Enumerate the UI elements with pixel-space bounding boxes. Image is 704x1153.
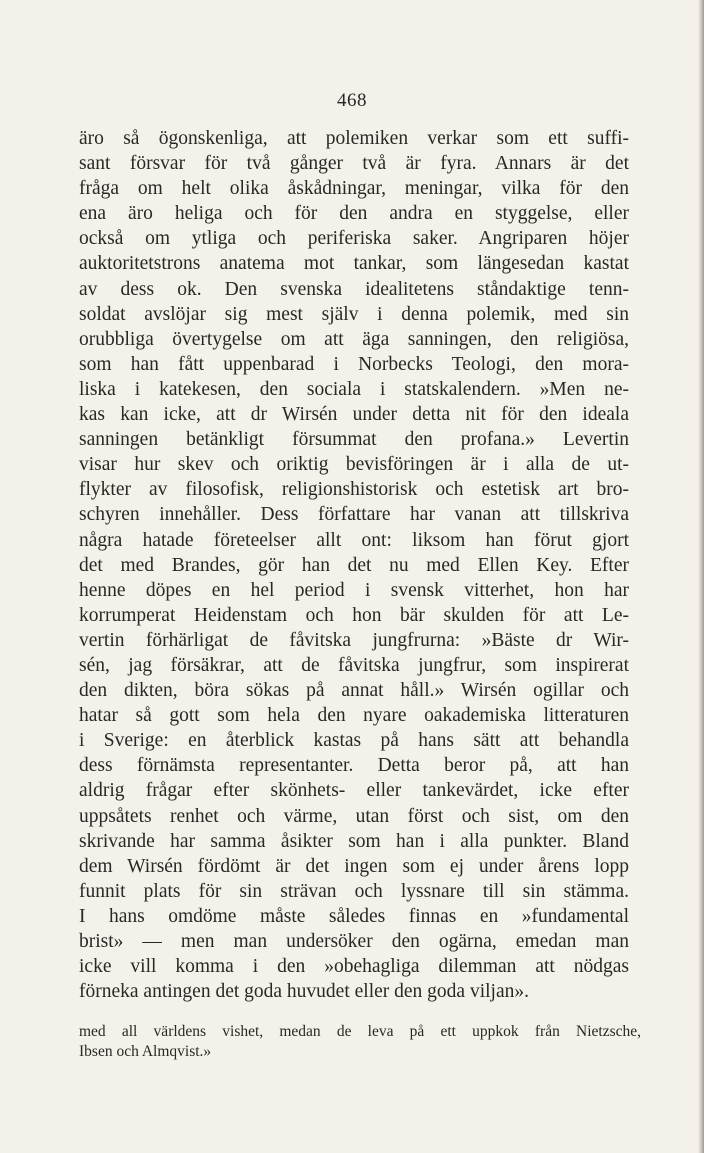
body-line: soldat avslöjar sig mest själv i denna polemik, med sin	[79, 303, 629, 325]
body-line: vertin förhärligat de fåvitska jungfrurna: »Bäste dr Wir-	[79, 629, 629, 651]
body-line: brist» — men man undersöker den ogärna, emedan man	[79, 931, 629, 952]
body-line: i Sverige: en återblick kastas på hans sätt att behandla	[79, 730, 629, 752]
footnote-line: med all världens vishet, medan de leva på ett uppkok från Nietzsche,	[79, 1023, 641, 1040]
body-line: I hans omdöme måste således finnas en »fundamental	[79, 905, 629, 927]
body-line: sant försvar för två gånger två är fyra. Annars är det	[79, 153, 629, 175]
body-line: aldrig frågar efter skönhets- eller tankevärdet, icke efter	[79, 780, 629, 802]
body-line: av dess ok. Den svenska idealitetens ståndaktige tenn-	[79, 278, 629, 300]
body-line: visar hur skev och oriktig bevisföringen är i alla de ut-	[79, 454, 629, 476]
body-line: liska i katekesen, den sociala i statskalendern. »Men ne-	[79, 378, 629, 400]
body-line: ena äro heliga och för den andra en styggelse, eller	[79, 203, 629, 225]
body-line: kas kan icke, att dr Wirsén under detta nit för den ideala	[79, 404, 629, 426]
page-edge-shadow	[698, 0, 704, 1153]
body-line: henne döpes en hel period i svensk vitterhet, hon har	[79, 579, 629, 601]
body-line: orubbliga övertygelse om att äga sanningen, den religiösa,	[79, 328, 629, 350]
body-line: den dikten, böra sökas på annat håll.» Wirsén ogillar och	[79, 680, 629, 702]
body-line: sanningen betänkligt försummat den profana.» Levertin	[79, 429, 629, 451]
body-line: icke vill komma i den »obehagliga dilemman att nödgas	[79, 956, 629, 978]
body-line: dem Wirsén fördömt är det ingen som ej under årens lopp	[79, 855, 629, 877]
body-line: fråga om helt olika åskådningar, meningar, vilka för den	[79, 178, 629, 200]
page-number: 468	[337, 90, 367, 111]
body-line: flykter av filosofisk, religionshistorisk och estetisk art bro-	[79, 479, 629, 501]
body-line: också om ytliga och periferiska saker. Angriparen höjer	[79, 228, 629, 250]
body-line: skrivande har samma åsikter som han i alla punkter. Bland	[79, 830, 629, 852]
body-line: förneka antingen det goda huvudet eller den goda viljan».	[79, 981, 529, 1003]
body-line: det med Brandes, gör han det nu med Ellen Key. Efter	[79, 554, 629, 576]
body-line: hatar så gott som hela den nyare oakademiska litteraturen	[79, 705, 629, 727]
body-line: några hatade företeelser allt ont: liksom han förut gjort	[79, 529, 629, 551]
body-text	[79, 126, 629, 1004]
body-line: korrumperat Heidenstam och hon bär skulden för att Le-	[79, 604, 629, 626]
body-line: schyren innehåller. Dess författare har vanan att tillskriva	[79, 504, 629, 526]
footnote	[79, 1022, 641, 1062]
body-line: auktoritetstrons anatema mot tankar, som längesedan kastat	[79, 253, 629, 275]
body-line: äro så ögonskenliga, att polemiken verkar som ett suffi-	[79, 128, 629, 149]
body-line: sén, jag försäkrar, att de fåvitska jungfrur, som inspirerat	[79, 654, 629, 676]
body-line: funnit plats för sin strävan och lyssnare till sin stämma.	[79, 880, 629, 902]
footnote-line: Ibsen och Almqvist.»	[79, 1043, 212, 1060]
body-line: som han fått uppenbarad i Norbecks Teologi, den mora-	[79, 353, 629, 375]
body-line: uppsåtets renhet och värme, utan först och sist, om den	[79, 805, 629, 827]
body-line: dess förnämsta representanter. Detta beror på, att han	[79, 755, 629, 777]
